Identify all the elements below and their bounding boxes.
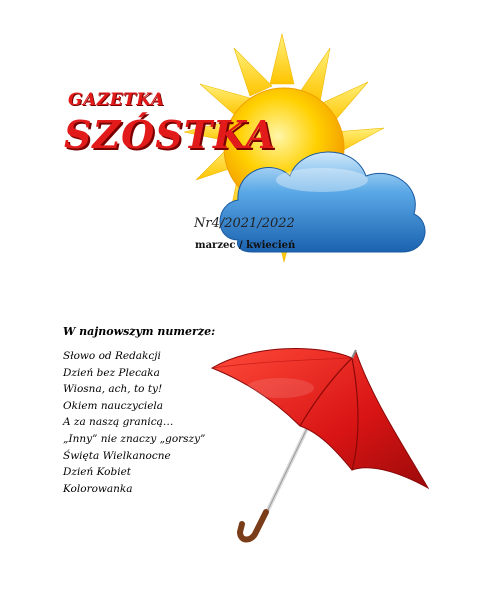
contents-heading: W najnowszym numerze: <box>63 325 216 338</box>
masthead-title: SZÓSTKA <box>64 112 276 157</box>
masthead-label: GAZETKA <box>68 90 165 110</box>
contents-list <box>63 348 205 497</box>
contents-item: Okiem nauczyciela <box>63 399 164 412</box>
issue-number: Nr4/2021/2022 <box>194 216 295 231</box>
contents-item: Słowo od Redakcji <box>63 350 161 362</box>
contents-item: Dzień bez Plecaka <box>63 366 160 379</box>
umbrella-icon <box>212 349 428 540</box>
issue-months: marzec / kwiecień <box>195 240 296 251</box>
contents-item: Kolorowanka <box>63 482 133 495</box>
contents-item: Dzień Kobiet <box>63 466 132 479</box>
contents-item: „Inny” nie znaczy „gorszy” <box>63 432 206 445</box>
contents-item: Wiosna, ach, to ty! <box>63 383 163 396</box>
contents-item: Święta Wielkanocne <box>63 449 171 462</box>
contents-item: A za naszą granicą… <box>63 416 174 429</box>
